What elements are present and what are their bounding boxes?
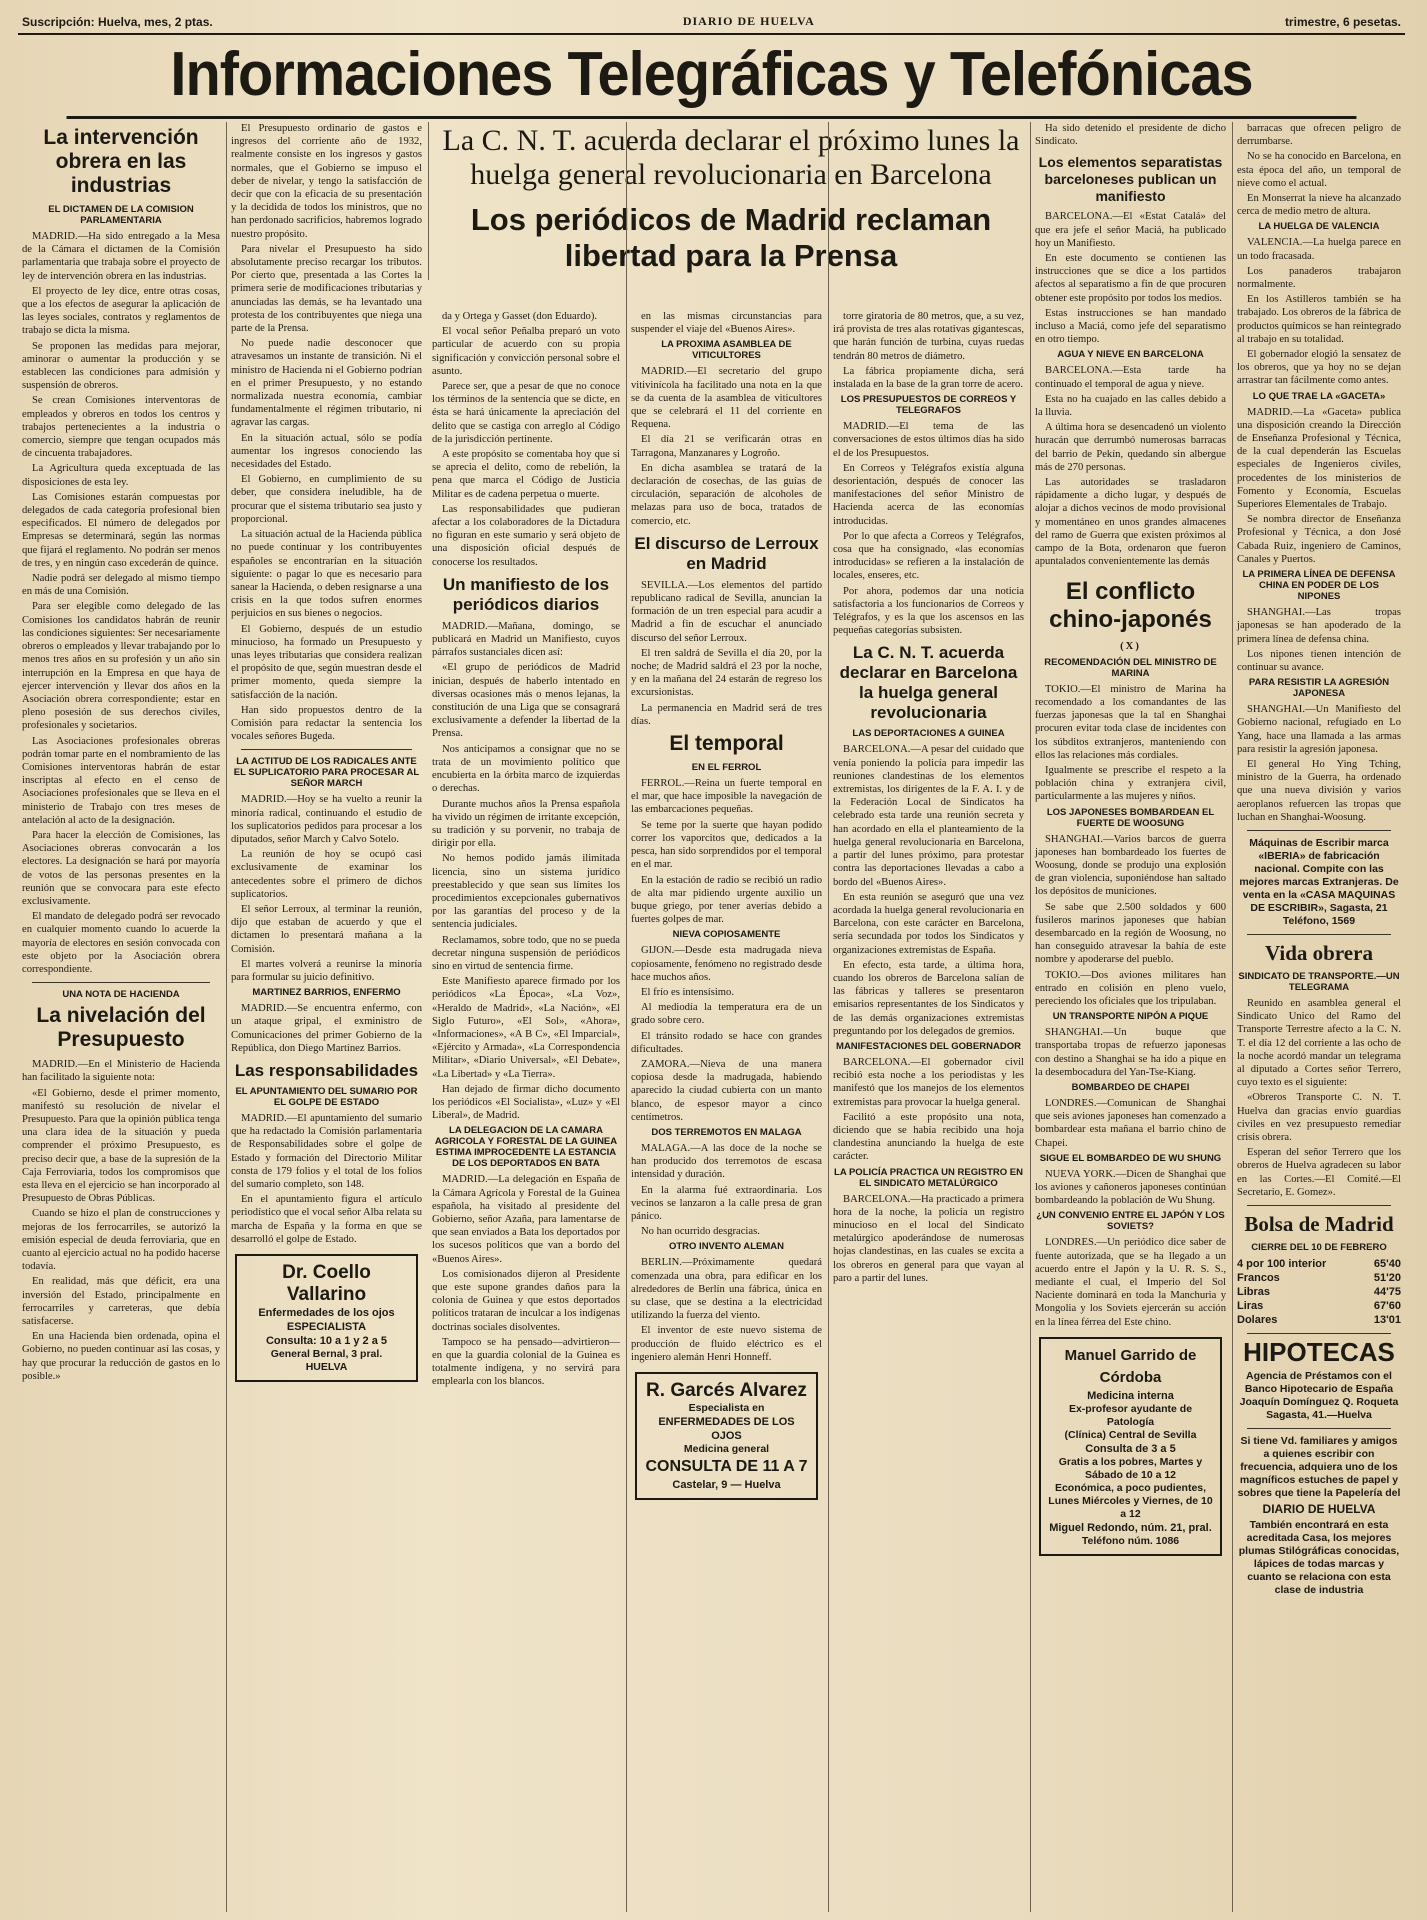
article-headline: Las responsabilidades <box>234 1061 419 1080</box>
bolsa-row <box>1237 1285 1401 1299</box>
article-paragraph: El tren saldrá de Sevilla el día 20, por la noche; de Madrid saldrá el 23 por la noche, y en la mañana del 24 estarán de regreso los excursionistas. <box>631 647 822 699</box>
article-paragraph: En los Astilleros también se ha trabajado. Los obreros de la fábrica de productos químicos se han reintegrado al trabajo en su totalidad. <box>1237 294 1401 345</box>
article-paragraph: En una Hacienda bien ordenada, opina el Gobierno, no pueden continuar así las cosas, y hay que procurar la reducción de gastos en lo posible.» <box>22 1331 220 1382</box>
divider <box>1247 830 1391 831</box>
article-paragraph: Esperan del señor Terrero que los obreros de Huelva agradecen su labor en las Cortes.—El Comité.—El Secretario, E. Gomez». <box>1237 1147 1401 1198</box>
article-subheadline: EL APUNTAMIENTO DEL SUMARIO POR EL GOLPE DE ESTADO <box>235 1086 418 1108</box>
ad-line: ESPECIALISTA <box>286 1321 367 1334</box>
ad-line: Medicina general <box>683 1443 770 1455</box>
article-paragraph: El Gobierno, en cumplimiento de su deber, que considera ineludible, ha de procurar que el sistema tributario sea justo y proporcional. <box>231 474 422 525</box>
article-paragraph: Las responsabilidades que pudieran afectar a los colaboradores de la Dictadura no figuran en este sumario y será objeto de una disposición oficial después de conocerse los resultados. <box>432 503 620 568</box>
article-paragraph: En dicha asamblea se tratará de la declaración de cosechas, de las guías de circulación, separación de alcoholes de melazas para uso de boca, tratados de comercio, etc. <box>631 462 822 527</box>
article-paragraph: «Obreros Transporte C. N. T. Huelva dan gracias envío guardias civiles en vez presupuesto remediar crisis obrera. <box>1237 1092 1401 1143</box>
article-headline: SINDICATO DE TRANSPORTE.—UN TELEGRAMA <box>1238 970 1400 993</box>
article-paragraph: «El Gobierno, desde el primer momento, manifestó su resolución de nivelar el Presupuesto. Para que la opinión pública tenga una clara idea de la situación y pueda comprender el próximo Presupuesto, es preciso decir que, a base de la supresión de la Caja Ferroviaria, todos los compromisos que esta lleva en el ejercicio se han incorporado al Presupuesto de Obras Públicas. <box>22 1087 220 1205</box>
article-headline: NIEVA COPIOSAMENTE <box>672 929 781 941</box>
article-paragraph: MADRID.—Hoy se ha vuelto a reunir la minoría radical, continuando el estudio de los suplicatorios pedidos para procesar a los diputados, señor March y Calvo Sotelo. <box>231 794 422 845</box>
article-paragraph: MADRID.—El apuntamiento del sumario que ha redactado la Comisión parlamentaria de Responsabilidades sobre el golpe de Estado y formación del Directorio Militar consta de 179 folios y el total de los folios del sumario completo, son 148. <box>231 1113 422 1191</box>
article-paragraph: Para ser elegible como delegado de las Comisiones los candidatos habrán de reunir las condiciones siguientes: Ser necesariamente obreros o empleados y llevar trabajando por lo menos tres años en su profesión y un año sin interrupción en la Empresa en que haya de ejercer intervención y llevar dos años en la Asociación obrera correspondiente; estar en pleno posesión de sus derechos civiles, profesionales y societarios. <box>22 601 220 732</box>
article-headline: PARA RESISTIR LA AGRESIÓN JAPONESA <box>1248 677 1390 700</box>
article-paragraph: En la estación de radio se recibió un radio de alta mar pidiendo urgente auxilio un buque griego, por tener averías debido a fuertes golpes de mar. <box>631 874 822 926</box>
column-3 <box>428 122 624 1912</box>
ad-name: Manuel Garrido de Córdoba <box>1064 1346 1197 1386</box>
article-paragraph: Se crean Comisiones interventoras de empleados y obreros en todos los centros y trabajos pertenecientes a la industria o comercio, siempre que tengan ocupados más de cincuenta trabajadores. <box>22 395 220 460</box>
bolsa-key: Francos <box>1237 1271 1280 1284</box>
article-paragraph: Al mediodía la temperatura era de un grado sobre cero. <box>631 1002 822 1027</box>
article-paragraph: En este documento se contienen las instrucciones que se dice a los partidos afectos al separatismo a fin de que procuren obtener este propósito por todos los medios. <box>1035 253 1226 304</box>
ornament-mark: (X) <box>1120 641 1141 653</box>
bolsa-value: 67'60 <box>1373 1299 1401 1312</box>
article-paragraph: barracas que ofrecen peligro de derrumbarse. <box>1237 123 1401 148</box>
article-paragraph: BARCELONA.—Esta tarde ha continuado el temporal de agua y nieve. <box>1035 365 1226 390</box>
article-paragraph: MADRID.—El tema de las conversaciones de estos últimos días ha sido el de los Presupuestos. <box>833 421 1024 459</box>
article-paragraph: «El grupo de periódicos de Madrid inician, después de haberlo intentado en diversas ocasiones más o menos lejanas, la constitución de una Liga que se consagrará exclusivamente a defender la libertad de la Prensa. <box>432 662 620 740</box>
article-paragraph: No se ha conocido en Barcelona, en esta época del año, un temporal de nieve como el actual. <box>1237 151 1401 189</box>
ad-line: Miguel Redondo, núm. 21, pral. <box>1049 1521 1212 1534</box>
article-headline: DOS TERREMOTOS EN MALAGA <box>651 1126 802 1138</box>
bolsa-row <box>1237 1257 1401 1271</box>
columns-grid <box>18 122 1405 1912</box>
section-banner: Informaciones Telegráficas y Telefónicas <box>67 35 1357 119</box>
article-paragraph: MADRID.—Mañana, domingo, se publicará en Madrid un Manifiesto, cuyos párrafos sustanciales dicen así: <box>432 620 620 659</box>
article-paragraph: La reunión de hoy se ocupó casi exclusivamente de examinar los antecedentes sobre el primero de dichos suplicatorios. <box>231 849 422 900</box>
article-headline: SIGUE EL BOMBARDEO DE WU SHUNG <box>1039 1152 1222 1164</box>
article-paragraph: El general Ho Ying Tching, ministro de la Guerra, ha ordenado que una nueva división y varios aeroplanos refuercen las tropas que luchan en Shanghai-Woosung. <box>1237 758 1401 823</box>
article-paragraph: da y Ortega y Gasset (don Eduardo). <box>442 311 598 322</box>
ad-name: R. Garcés Alvarez <box>646 1380 807 1401</box>
article-headline: La intervención obrera en las industrias <box>43 126 199 197</box>
paper-name: DIARIO DE HUELVA <box>682 14 815 28</box>
article-paragraph: En efecto, esta tarde, a última hora, cuando los obreros de Barcelona salían de las fábricas y talleres se presentaron emisarios representantes de los Sindicatos y de las demás organizaciones extremistas preguntando por los delegados de gremios. <box>833 959 1024 1037</box>
article-paragraph: GIJON.—Desde esta madrugada nieva copiosamente, fenómeno no registrado desde hace muchos años. <box>631 945 822 983</box>
article-paragraph: Parece ser, que a pesar de que no conoce los términos de la sentencia que se dicte, en ésta se hará únicamente la apreciación del delito que se castiga con arreglo al Código de la jurisdicción pertinente. <box>432 381 620 445</box>
ad-line: Ex-profesor ayudante de Patología <box>1068 1402 1193 1428</box>
article-paragraph: La permanencia en Madrid será de tres días. <box>631 702 822 727</box>
article-headline: LO QUE TRAE LA «GACETA» <box>1252 390 1386 402</box>
article-paragraph: SHANGHAI.—Varios barcos de guerra japoneses han bombardeado los fuertes de Woosung, donde se produjo una explosión de gran violencia, suponiéndose han saltado los depósitos de municiones. <box>1035 833 1226 898</box>
ad-line: Castelar, 9 — Huelva <box>672 1479 781 1491</box>
subscription-note: Suscripción: Huelva, mes, 2 ptas. <box>22 14 213 29</box>
advertisement-papeleria: Si tiene Vd. familiares y amigos a quienes escribir con frecuencia, adquiera uno de los magníficos estuches de papel y sobres que tiene la Papelería del <box>1237 1434 1401 1499</box>
article-paragraph: Las autoridades se trasladaron rápidamente a dicho lugar, y después de alojar a dichos vecinos de modo provisional y momentáneo en unos grandes almacenes del ramo de Guerra que existen próximos al campo de la Bota, ordenaron que fueron apuntalados convenientemente las demás <box>1035 477 1226 568</box>
article-paragraph: Las Asociaciones profesionales obreras podrán tomar parte en el nombramiento de las Comisiones interventoras habrán de estar inscriptas al efecto en el censo de Asociaciones profesionales que se lleva en el ministerio de Trabajo con tres meses de antelación al acto de la designación. <box>22 735 220 826</box>
masthead-strip <box>18 14 1405 35</box>
article-paragraph: En la alarma fué extraordinaria. Los vecinos se lanzaron a la calle presa de gran pánico. <box>631 1184 822 1222</box>
ad-line: Sagasta, 41.—Huelva <box>1266 1408 1372 1421</box>
article-paragraph: El martes volverá a reunirse la minoría para formular su juicio definitivo. <box>231 958 422 983</box>
hipotecas-title: HIPOTECAS <box>1243 1336 1395 1367</box>
article-paragraph: En Monserrat la nieve ha alcanzado cerca de medio metro de altura. <box>1237 193 1401 218</box>
article-paragraph: MADRID.—La delegación en España de la Cámara Agrícola y Forestal de la Guinea española, ha visitado al presidente del Gobierno, señor Azaña, para lamentarse de que sean enviados a Bata los deportados por los sucesos políticos que van a bordo del «Buenos Aires». <box>432 1174 620 1265</box>
article-paragraph: Igualmente se prescribe el respeto a la población china y extranjera civil, particularmente a las mujeres y niños. <box>1035 764 1226 803</box>
column-5 <box>828 122 1028 1912</box>
cnt-headline: La C. N. T. acuerda declarar el próximo lunes la huelga general revolucionaria en Barcelona <box>442 124 1020 191</box>
article-paragraph: No han ocurrido desgracias. <box>641 1226 760 1238</box>
article-paragraph: SHANGHAI.—Un Manifiesto del Gobierno nacional, refugiado en Lo Yang, hace una llamada a las armas para resistir la agresión japonesa. <box>1237 704 1401 755</box>
article-paragraph: Esta no ha cuajado en las calles debido a la lluvia. <box>1035 393 1226 419</box>
article-paragraph: TOKIO.—Dos aviones militares han entrado en colisión en pleno vuelo, pereciendo los oficiales que los tripulaban. <box>1035 969 1226 1007</box>
article-subheadline: LAS DEPORTACIONES A GUINEA <box>852 728 1005 740</box>
article-paragraph: Se proponen las medidas para mejorar, aminorar o aumentar la producción y se establecen las condiciones para admisión y suspensión de obreros. <box>22 340 220 392</box>
article-headline: ¿UN CONVENIO ENTRE EL JAPÓN Y LOS SOVIETS? <box>1036 1210 1225 1233</box>
article-paragraph: Para hacer la elección de Comisiones, las Asociaciones obreras convocarán a los electores. La designación se hará por mayoría de votos de las personas presentes en la reunión que se convocara para este efecto exclusivamente. <box>22 829 220 907</box>
bolsa-subtitle: CIERRE DEL 10 DE FEBRERO <box>1251 1241 1387 1253</box>
divider <box>32 982 210 983</box>
advertisement-iberia: Máquinas de Escribir marca «IBERIA» de fabricación nacional. Compite con las mejores marcas Extranjeras. De venta en la «CASA MAQUINAS DE ESCRIBIR», Sagasta, 21 Teléfono, 1569 <box>1239 836 1399 927</box>
section-headline: Vida obrera <box>1265 940 1373 965</box>
ad-line: Teléfono núm. 1086 <box>1081 1534 1180 1547</box>
bolsa-value: 51'20 <box>1373 1271 1401 1284</box>
ad-line: HUELVA <box>305 1361 348 1374</box>
column-7 <box>1232 122 1405 1912</box>
article-paragraph: SHANGHAI.—Las tropas japonesas se han apoderado de la primera línea de defensa china. <box>1237 607 1401 645</box>
bolsa-key: Liras <box>1237 1299 1264 1312</box>
article-paragraph: FERROL.—Reina un fuerte temporal en el mar, que hace imposible la navegación de las embarcaciones pequeñas. <box>631 778 822 816</box>
article-paragraph: El vocal señor Peñalba preparó un voto particular de acuerdo con su propia significación y convicción personal sobre el asunto. <box>432 326 620 377</box>
divider <box>1247 1333 1391 1334</box>
article-paragraph: Por lo que afecta a Correos y Telégrafos, cosa que ha consignado, «las economías introducidas» se refieren a la instalación de locales, enseres, etc. <box>833 530 1024 582</box>
bolsa-key: 4 por 100 interior <box>1237 1257 1327 1270</box>
article-paragraph: Facilitó a este propósito una nota, diciendo que se había recibido una hoja clandestina anunciando la huelga de este carácter. <box>833 1111 1024 1163</box>
ad-name: Dr. Coello Vallarino <box>282 1262 371 1306</box>
article-paragraph: Han sido propuestos dentro de la Comisión para redactar la sentencia los vocales señores Bugeda. <box>231 704 422 743</box>
article-paragraph: SHANGHAI.—Un buque que transportaba tropas de refuerzo japonesas con destino a Shanghai se ha ido a pique en la desembocadura del Yan-Tse-Kiang. <box>1035 1027 1226 1078</box>
article-paragraph: MADRID.—En el Ministerio de Hacienda han facilitado la siguiente nota: <box>22 1059 220 1084</box>
article-paragraph: El día 21 se verificarán otras en Tarragona, Manzanares y Logroño. <box>631 434 822 459</box>
ad-line: General Bernal, 3 pral. <box>270 1348 383 1361</box>
article-paragraph: El proyecto de ley dice, entre otras cosas, que a los efectos de asegurar la aplicación de las leyes sociales, contratos y reglamentos de trabajo se dicta la misma. <box>22 285 220 337</box>
article-headline: LA PRIMERA LÍNEA DE DEFENSA CHINA EN PODER DE LOS NIPONES <box>1242 569 1396 603</box>
ad-line: CONSULTA DE 11 A 7 <box>645 1458 808 1475</box>
article-paragraph: MALAGA.—A las doce de la noche se han producido dos terremotos de escasa intensidad y duración. <box>631 1142 822 1181</box>
article-paragraph: El tránsito rodado se hace con grandes dificultades. <box>631 1030 822 1055</box>
ad-line: Medicina interna <box>1087 1389 1174 1402</box>
article-paragraph: Se sabe que 2.500 soldados y 600 fusileros marinos japoneses que habían desembarcado en la región de Woosung, no han conseguido atravesar la bahía de este nombre y apoderarse del pueblo. <box>1035 901 1226 966</box>
article-paragraph: El mandato de delegado podrá ser revocado en cualquier momento cuando lo acuerde la mayoría de electores en sesión convocada con este objeto por la Asociación obrera correspondiente. <box>22 911 220 975</box>
article-paragraph: En Correos y Telégrafos existía alguna desorientación, después de conocer las manifestaciones del señor Ministro de Hacienda acerca de las economías introducidas. <box>833 462 1024 527</box>
article-paragraph: Han dejado de firmar dicho documento los periódicos «El Socialista», «Luz» y «El Liberal», de Madrid. <box>432 1083 620 1122</box>
advertisement-coello <box>235 1254 418 1382</box>
bolsa-value: 65'40 <box>1373 1257 1401 1270</box>
article-paragraph: LONDRES.—Un periódico dice saber de fuente autorizada, que se ha llegado a un acuerdo entre el Japón y la U. R. S. S., mediante el cual, el Imperio del Sol Naciente dominará en toda la Manchuria y Mongolia y los Soviets ejercerán su acción en la línea férrea del Este chino. <box>1035 1237 1226 1328</box>
bolsa-row <box>1237 1271 1401 1285</box>
article-paragraph: ZAMORA.—Nieva de una manera copiosa desde la madrugada, habiendo aparecido la ciudad cubierta con un manto blanco, de espesor mayor a cinco centímetros. <box>631 1058 822 1123</box>
article-paragraph: La situación actual de la Hacienda pública no puede continuar y los contribuyentes españoles se encontrarían en la situación siguiente: o pagar lo que es necesario para sanear la Hacienda, o deben resignarse a una crisis en la que todos sufren enormes perjuicios en sus bienes o negocios. <box>231 529 422 620</box>
ad-line: Gratis a los pobres, Martes y Sábado de 10 a 12 <box>1058 1455 1203 1481</box>
bolsa-key: Dolares <box>1237 1313 1278 1326</box>
article-headline: BOMBARDEO DE CHAPEI <box>1071 1081 1190 1093</box>
ad-line: ENFERMEDADES DE LOS OJOS <box>658 1416 795 1442</box>
divider <box>1247 934 1391 935</box>
article-paragraph: Reclamamos, sobre todo, que no se pueda decretar ninguna suspensión de periódicos sino en virtud de sentencia firme. <box>432 934 620 972</box>
press-headline: Los periódicos de Madrid reclaman libertad para la Prensa <box>470 202 992 273</box>
divider <box>1247 1428 1391 1429</box>
article-headline: LOS PRESUPUESTOS DE CORREOS Y TELEGRAFOS <box>840 394 1017 417</box>
article-subheadline: EL DICTAMEN DE LA COMISION PARLAMENTARIA <box>48 204 194 226</box>
article-paragraph: El Gobierno, después de un estudio minucioso, ha formado un Presupuesto y unas leyes tributarias que considera realizan el propósito de que, según muestran desde el primer momento, queda siempre la satisfacción de la nación. <box>231 623 422 701</box>
article-headline: Un manifiesto de los periódicos diarios <box>442 574 610 614</box>
ad-line: Económica, a poco pudientes, Lunes Miércoles y Viernes, de 10 a 12 <box>1048 1481 1213 1520</box>
article-headline: LOS JAPONESES BOMBARDEAN EL FUERTE DE WOOSUNG <box>1046 806 1215 829</box>
article-paragraph: TOKIO.—El ministro de Marina ha recomendado a los comandantes de las fuerzas japonesas que la tal en Shanghai procuren evitar toda clase de incidentes con los súbditos extranjeros, manteniendo con ellos las relaciones más cordiales. <box>1035 683 1226 761</box>
article-paragraph: Durante muchos años la Prensa española ha vivido un régimen de irritante excepción, su tradición y su porvenir, no trabaja de dirigir por ella. <box>432 798 620 850</box>
ad-line: Banco Hipotecario de España <box>1244 1382 1394 1395</box>
ad-line: (Clínica) Central de Sevilla <box>1064 1428 1197 1441</box>
article-paragraph: Por ahora, podemos dar una noticia satisfactoria a los funcionarios de Correos y Telégrafos, y es la que los ascensos en las pequeñas categorías subsisten. <box>833 585 1024 637</box>
article-paragraph: LONDRES.—Comunican de Shanghai que seis aviones japoneses han comenzado a bombardear esta mañana el barrio chino de Chapei. <box>1035 1097 1226 1149</box>
article-paragraph: Cuando se hizo el plan de construcciones y mejoras de los ferrocarriles, se autorizó la emisión especial de deuda ferroviaria, que en cuanto al ejercicio actual no ha podido hacerse todavía. <box>22 1208 220 1273</box>
article-paragraph: No hemos podido jamás ilimitada licencia, sino un sistema jurídico preestablecido y que sean sus límites los procedimientos excepcionales gubernativos por las garantías del proceso y de la sentencia judiciales. <box>432 853 620 931</box>
bolsa-value: 13'01 <box>1373 1313 1401 1326</box>
article-headline: OTRO INVENTO ALEMAN <box>668 1241 785 1253</box>
article-paragraph: Nos anticipamos a consignar que no se trata de un movimiento político que encubierta en la órbita marco de izquierdas o derechas. <box>432 743 620 795</box>
article-paragraph: Las Comisiones estarán compuestas por delegados de cada categoría profesional bien especificados. El número de delegados por Empresas se determinará, según las normas que fijará el reglamento. No podrán ser menos de tres, y en ningún caso excederán de quince. <box>22 491 220 569</box>
ad-line: Agencia de Préstamos con el <box>1246 1369 1392 1382</box>
ad-line: DIARIO DE HUELVA <box>1262 1501 1376 1516</box>
article-paragraph: Este Manifiesto aparece firmado por los periódicos «La Época», «La Voz», «Heraldo de Madrid», «La Nación», «El Siglo Futuro», «El Sol», «Ahora», «Informaciones», «A B C», «El Imparcial», «Ejército y Armada», «La Correspondencia Militar», «Diario Universal», «El Debate», «La Libertad» y «La Tierra». <box>432 976 620 1080</box>
article-paragraph: La fábrica propiamente dicha, será instalada en la base de la gran torre de acero. <box>833 365 1024 391</box>
article-headline: MANIFESTACIONES DEL GOBERNADOR <box>836 1040 1021 1052</box>
article-paragraph: Se nombra director de Enseñanza Profesional y Técnica, a don José Cabada Ruiz, ingeniero de Caminos, Canales y Puertos. <box>1237 514 1401 565</box>
article-paragraph: En el apuntamiento figura el artículo periodístico que el vocal señor Alba relata su marcha de España y la forma en que se desarrolló el golpe de Estado. <box>231 1194 422 1245</box>
article-paragraph: Para nivelar el Presupuesto ha sido absolutamente preciso recargar los tributos. Por cierto que, presentada a las Cortes la primera serie de modificaciones tributarias y anunciadas las demás, se ha levantado una protesta de los contribuyentes que niega una parte de la Prensa. <box>231 243 422 335</box>
article-paragraph: MADRID.—Se encuentra enfermo, con un ataque gripal, el exministro de Comunicaciones del primer Gobierno de la República, don Diego Martínez Barrios. <box>231 1003 422 1054</box>
article-paragraph: MADRID.—El secretario del grupo vitivinícola ha facilitado una nota en la que se da cuenta de la asamblea de viticultores que se celebrará el 11 del corriente en Requena. <box>631 366 822 431</box>
article-headline: RECOMENDACIÓN DEL MINISTRO DE MARINA <box>1044 656 1217 679</box>
ad-line: Consulta: 10 a 1 y 2 a 5 <box>265 1335 388 1348</box>
column-6 <box>1030 122 1230 1912</box>
bolsa-row <box>1237 1313 1401 1327</box>
article-paragraph: Los nipones tienen intención de continuar su avance. <box>1237 648 1401 673</box>
advertisement-garces <box>635 1372 818 1500</box>
ad-line: Joaquín Domínguez Q. Roqueta <box>1239 1395 1399 1408</box>
article-kicker: UNA NOTA DE HACIENDA <box>62 989 180 1001</box>
article-paragraph: Nadie podrá ser delegado al mismo tiempo en más de una Comisión. <box>22 573 220 598</box>
article-headline: AGUA Y NIEVE EN BARCELONA <box>1057 349 1204 361</box>
ad-line: Especialista en <box>688 1402 765 1414</box>
article-paragraph: No puede nadie desconocer que atravesamos un instante de transición. Ni el ministro de Hacienda ni el Gobierno podrían en el primer Presupuesto, y no estando normalizada nuestra economía, cambiar fundamentalmente el régimen tributario, ni agravar las cargas. <box>231 338 422 429</box>
article-paragraph: BARCELONA.—Ha practicado a primera hora de la noche, la policía un registro minucioso en el local del Sindicato metalúrgico apoderándose de numerosas hojas clandestinas, en las cuales se excita a los obreros en general para que vayan al paro a partir del lunes. <box>833 1193 1024 1284</box>
article-paragraph: A este propósito se comentaba hoy que si se aprecia el delito, como de rebelión, la pena que marca el Código de Justicia Militar es de cadena perpetua o muerte. <box>432 449 620 500</box>
subscription-quarterly: trimestre, 6 pesetas. <box>1284 14 1401 29</box>
article-headline: LA PROXIMA ASAMBLEA DE VITICULTORES <box>661 339 792 362</box>
article-paragraph: BARCELONA.—A pesar del cuidado que venía poniendo la policía para impedir las reuniones clandestinas de los elementos extremistas, los dirigentes de la F. A. I. y de la Federación Local de Sindicatos ha celebrado esta tarde una reunión secreta y han acordado en ella el planteamiento de la huelga general revolucionaria en Barcelona, a partir del lunes próximo, para protestar contra las deportaciones llevadas a cabo a bordo del «Buenos Aires». <box>833 744 1024 888</box>
article-paragraph: Tampoco se ha pensado—advirtieron—en que la guardia colonial de la Guinea es totalmente indígena, y no servirá para emplearla con los blancos. <box>432 1336 620 1388</box>
article-paragraph: El frío es intensísimo. <box>641 986 734 998</box>
article-paragraph: VALENCIA.—La huelga parece en un todo fracasada. <box>1237 237 1401 262</box>
article-paragraph: En la situación actual, sólo se podía aumentar los ingresos conociendo las necesidades del Estado. <box>231 432 422 471</box>
article-paragraph: El gobernador elogió la sensatez de los obreros, que ya hoy no se dejan arrastrar tan fácilmente como antes. <box>1237 349 1401 387</box>
article-paragraph: torre giratoria de 80 metros, que, a su vez, irá provista de tres alas rotativas gigantescas, que harán función de turbina, cuyas ruedas tendrán 80 metros de diámetro. <box>833 311 1024 362</box>
divider <box>241 749 412 750</box>
article-paragraph: Reunido en asamblea general el Sindicato Unico del Ramo del Transporte Terrestre afecto a la C. N. T. el día 12 del corriente a las ocho de la noche acordó mandar un telegrama al diputado a Cortes señor Terrero, cuyo texto es el siguiente: <box>1237 997 1401 1089</box>
ad-line: También encontrará en esta acreditada Casa, los mejores plumas Stilógráficas conocidas, lápices de todas marcas y cuanto se relaciona con esta clase de industria <box>1238 1518 1400 1596</box>
article-paragraph: BARCELONA.—El «Estat Catalá» del que era jefe el señor Maciá, ha publicado hoy un Manifiesto. <box>1035 211 1226 249</box>
bolsa-key: Libras <box>1237 1285 1271 1298</box>
article-paragraph: El Presupuesto ordinario de gastos e ingresos del corriente año de 1932, realmente consiste en los ingresos y gastos normales, que el Gobierno se impuso el deber de nivelar, y tengo la satisfacción de decir que con la eficacia de su presentación y la decidida de todos los ministros, que no han perdonado sacrificios, habremos logrado nuestro propósito. <box>231 123 422 240</box>
article-headline: UN TRANSPORTE NIPÓN A PIQUE <box>1052 1011 1209 1023</box>
article-headline: La C. N. T. acuerda declarar en Barcelona la huelga general revolucionaria <box>839 643 1018 723</box>
bolsa-title: Bolsa de Madrid <box>1244 1211 1394 1236</box>
article-paragraph: BARCELONA.—El gobernador civil recibió esta noche a los periodistas y les manifestó que los manejos de los elementos extremistas para provocar la huelga general. <box>833 1056 1024 1108</box>
article-paragraph: Los panaderos trabajaron normalmente. <box>1237 265 1401 291</box>
bolsa-row <box>1237 1299 1401 1313</box>
article-paragraph: El inventor de este nuevo sistema de producción de fluido eléctrico es el ingeniero alemán Henri Honneff. <box>631 1325 822 1363</box>
bolsa-table <box>1237 1257 1401 1327</box>
divider <box>1247 1205 1391 1206</box>
article-paragraph: BERLIN.—Próximamente quedará comenzada una obra, para edificar en los alrededores de Berlín una fábrica, única en su clase, que se destina a la electricidad utilizando la fuerza del viento. <box>631 1257 822 1322</box>
article-paragraph: Se teme por la suerte que hayan podido correr los vaporcitos que, dedicados a la pesca, han sido sorprendidos por el temporal en el mar. <box>631 819 822 871</box>
article-paragraph: MADRID.—Ha sido entregado a la Mesa de la Cámara el dictamen de la Comisión parlamentaria que trabaja sobre el proyecto de ley de intervención obrera en las industrias. <box>22 231 220 282</box>
article-headline: Los elementos separatistas barceloneses publican un manifiesto <box>1038 154 1223 205</box>
ad-line: Enfermedades de los ojos <box>258 1307 395 1320</box>
column-4 <box>626 122 826 1912</box>
article-headline: LA POLICÍA PRACTICA UN REGISTRO EN EL SINDICATO METALÚRGICO <box>834 1166 1023 1189</box>
article-paragraph: Estas instrucciones se han mandado incluso a Maciá, como jefe del separatismo en otro tiempo. <box>1035 307 1226 346</box>
article-paragraph: A última hora se desencadenó un violento huracán que derrumbó numerosas barracas del barrio de Pekín, quedando sin albergue más de 270 personas. <box>1035 422 1226 473</box>
article-headline: LA DELEGACION DE LA CAMARA AGRICOLA Y FORESTAL DE LA GUINEA ESTIMA IMPROCEDENTE LA ESTANCIA DE LOS DEPORTADOS EN BATA <box>434 1125 618 1170</box>
article-headline: El temporal <box>669 732 784 756</box>
article-paragraph: en las mismas circunstancias para suspender el viaje del «Buenos Aires». <box>631 311 822 336</box>
article-paragraph: En realidad, más que déficit, era una inversión del Estado, principalmente en ferrocarriles y carreteras, que debía satisfacerse. <box>22 1276 220 1328</box>
article-headline: MARTINEZ BARRIOS, ENFERMO <box>252 987 401 999</box>
bolsa-value: 44'75 <box>1373 1285 1401 1298</box>
article-headline: LA ACTITUD DE LOS RADICALES ANTE EL SUPLICATORIO PARA PROCESAR AL SEÑOR MARCH <box>233 756 420 790</box>
column-2 <box>226 122 426 1912</box>
article-paragraph: La Agricultura queda exceptuada de las disposiciones de esta ley. <box>22 463 220 488</box>
article-subheadline: EN EL FERROL <box>691 762 762 774</box>
article-paragraph: NUEVA YORK.—Dicen de Shanghai que los aviones y cañoneros japoneses continúan bombardeando la población de Wu Shung. <box>1035 1168 1226 1207</box>
article-paragraph: El señor Lerroux, al terminar la reunión, dijo que estaban de acuerdo y que el dictamen lo presentará mañana a la Comisión. <box>231 903 422 955</box>
article-headline: El conflicto chino-japonés <box>1049 578 1212 634</box>
article-headline: LA HUELGA DE VALENCIA <box>1258 221 1380 233</box>
article-paragraph: En esta reunión se aseguró que una vez acordada la huelga general revolucionaria en Barcelona, con este carácter en Barcelona, sería secundada por todos los Sindicatos y organizaciones extremistas de España. <box>833 891 1024 956</box>
article-paragraph: SEVILLA.—Los elementos del partido republicano radical de Sevilla, anuncian la formación de un tren especial para acudir a Madrid a fin de escuchar el anunciado discurso del señor Lerroux. <box>631 579 822 644</box>
ad-line: Consulta de 3 a 5 <box>1085 1442 1176 1455</box>
article-paragraph: Ha sido detenido el presidente de dicho Sindicato. <box>1035 123 1226 148</box>
article-headline: La nivelación del Presupuesto <box>36 1004 206 1052</box>
column-1 <box>18 122 224 1912</box>
article-headline: El discurso de Lerroux en Madrid <box>634 533 819 573</box>
advertisement-garrido <box>1039 1337 1222 1556</box>
article-paragraph: MADRID.—La «Gaceta» publica una disposición creando la Dirección de Enseñanza Profesional y Técnica, de la cual dependerán las Escuelas especiales de Ingenieros civiles, procedentes de los ministerios de Fomento y Economía, Escuelas Superiores Elementales de Trabajo. <box>1237 406 1401 511</box>
article-paragraph: Los comisionados dijeron al Presidente que este supone grandes daños para la colonia de Guinea y que estos deportados políticos trataran de inculcar a los indígenas doctrinas sociales disolventes. <box>432 1268 620 1333</box>
